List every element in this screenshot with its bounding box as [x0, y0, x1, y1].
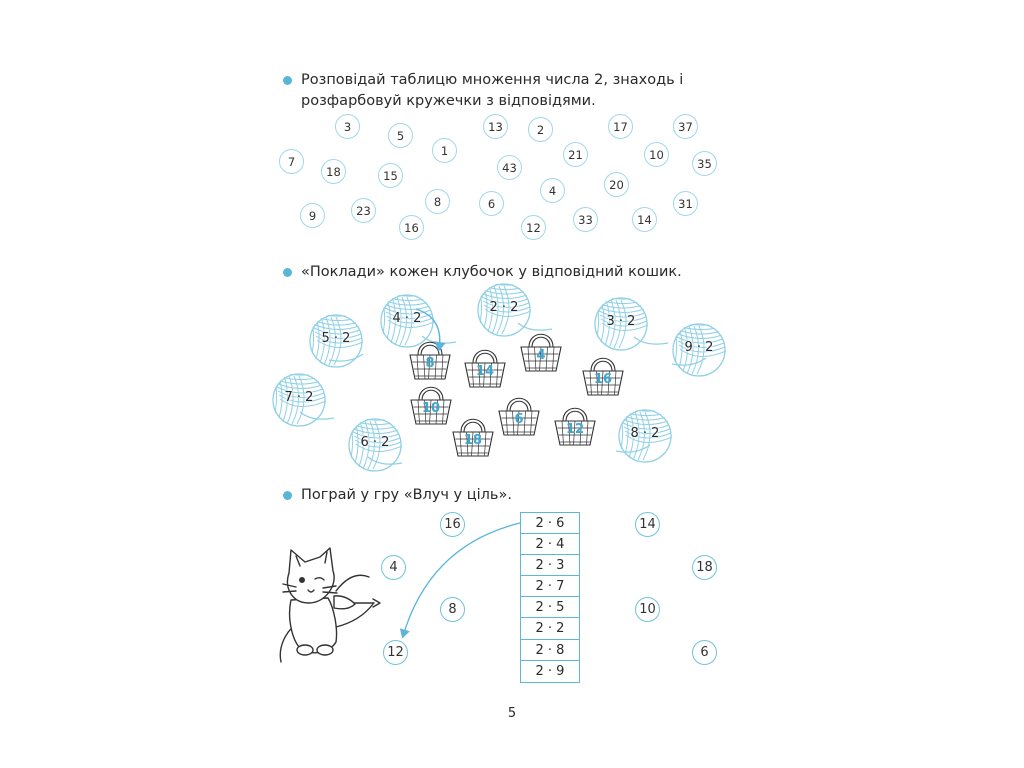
- yarn-ball-label: 7 · 2: [284, 390, 314, 405]
- cat-archer-icon: [280, 548, 380, 662]
- number-circle[interactable]: [497, 155, 522, 180]
- exercise-cell[interactable]: 2 · 4: [521, 534, 579, 555]
- number-circle-label: 15: [383, 168, 398, 183]
- task-2-text: «Поклади» кожен клубочок у відповідний кошик.: [301, 264, 682, 280]
- task-2: [283, 262, 731, 283]
- number-circle-label: 37: [678, 119, 693, 134]
- target-circle[interactable]: [383, 640, 408, 665]
- target-circle[interactable]: [692, 555, 717, 580]
- number-circle[interactable]: [673, 114, 698, 139]
- exercise-cell[interactable]: 2 · 9: [535, 663, 565, 679]
- number-circle-label: 8: [433, 194, 442, 209]
- exercise-cell[interactable]: 2 · 5: [521, 597, 579, 618]
- number-circle-label: 4: [548, 183, 557, 198]
- number-circle[interactable]: [521, 215, 546, 240]
- yarn-thread: [670, 356, 710, 370]
- number-circle-label: 20: [609, 177, 624, 192]
- number-circle[interactable]: [604, 172, 629, 197]
- basket[interactable]: [518, 328, 564, 374]
- yarn-ball-label: 5 · 2: [321, 331, 351, 346]
- basket-number: 4: [536, 348, 546, 363]
- number-circle-label: 35: [697, 156, 712, 171]
- basket[interactable]: [408, 381, 454, 427]
- number-circle-label: 16: [404, 220, 419, 235]
- number-circle-label: 31: [678, 196, 693, 211]
- basket[interactable]: [450, 413, 496, 459]
- number-circle-label: 7: [287, 154, 296, 169]
- target-circle[interactable]: [635, 597, 660, 622]
- number-circle[interactable]: [528, 117, 553, 142]
- number-circle-label: 21: [568, 147, 583, 162]
- number-circle-label: 1: [440, 143, 449, 158]
- bullet-dot-icon: [283, 268, 292, 277]
- number-circle-label: 6: [487, 196, 496, 211]
- number-circle-label: 18: [326, 164, 341, 179]
- target-circle[interactable]: [440, 512, 465, 537]
- basket-number: 14: [475, 364, 495, 379]
- target-circle[interactable]: [635, 512, 660, 537]
- number-circle[interactable]: [335, 114, 360, 139]
- target-label: 8: [448, 602, 457, 617]
- number-circle-label: 5: [396, 128, 405, 143]
- target-label: 18: [696, 560, 713, 575]
- number-circle-label: 17: [613, 119, 628, 134]
- number-circle[interactable]: [483, 114, 508, 139]
- number-circle-label: 2: [536, 122, 545, 137]
- yarn-ball-label: 3 · 2: [606, 314, 636, 329]
- basket[interactable]: [407, 336, 453, 382]
- target-label: 14: [639, 517, 656, 532]
- basket-number: 18: [463, 433, 483, 448]
- number-circle[interactable]: [573, 207, 598, 232]
- exercise-cell[interactable]: 2 · 8: [521, 640, 579, 661]
- bullet-dot-icon: [283, 76, 292, 85]
- number-circle[interactable]: [692, 151, 717, 176]
- number-circle-label: 10: [649, 147, 664, 162]
- number-circle[interactable]: [388, 123, 413, 148]
- yarn-ball-label: 9 · 2: [684, 340, 714, 355]
- exercise-cell[interactable]: 2 · 6: [521, 513, 579, 534]
- basket[interactable]: [580, 352, 626, 398]
- yarn-thread: [298, 410, 338, 424]
- number-circle[interactable]: [321, 159, 346, 184]
- number-circle[interactable]: [351, 198, 376, 223]
- target-circle[interactable]: [692, 640, 717, 665]
- yarn-thread: [327, 352, 367, 366]
- number-circle[interactable]: [300, 203, 325, 228]
- target-label: 10: [639, 602, 656, 617]
- target-circle[interactable]: [440, 597, 465, 622]
- number-circle[interactable]: [644, 142, 669, 167]
- number-circle[interactable]: [563, 142, 588, 167]
- exercise-cell[interactable]: 2 · 3: [521, 555, 579, 576]
- target-label: 6: [700, 645, 709, 660]
- target-label: 4: [389, 560, 398, 575]
- number-circle-label: 3: [343, 119, 352, 134]
- exercise-cell[interactable]: 2 · 7: [521, 576, 579, 597]
- yarn-ball-label: 2 · 2: [489, 300, 519, 315]
- number-circle[interactable]: [425, 189, 450, 214]
- yarn-thread: [614, 443, 654, 457]
- basket-number: 16: [593, 372, 613, 387]
- exercise-table: [520, 512, 580, 683]
- task-3: [283, 485, 731, 506]
- task-3-text: Пограй у гру «Влуч у ціль».: [301, 487, 512, 503]
- number-circle[interactable]: [632, 207, 657, 232]
- basket[interactable]: [496, 392, 542, 438]
- basket-number: 10: [421, 401, 441, 416]
- target-label: 12: [387, 645, 404, 660]
- basket[interactable]: [552, 402, 598, 448]
- number-circle[interactable]: [608, 114, 633, 139]
- target-circle[interactable]: [381, 555, 406, 580]
- page-number: 5: [507, 706, 517, 721]
- number-circle[interactable]: [432, 138, 457, 163]
- number-circle[interactable]: [279, 149, 304, 174]
- task-1: [283, 70, 731, 112]
- number-circle-label: 33: [578, 212, 593, 227]
- number-circle-label: 43: [502, 160, 517, 175]
- yarn-thread: [366, 455, 406, 469]
- basket-number: 8: [425, 356, 435, 371]
- target-label: 16: [444, 517, 461, 532]
- number-circle-label: 23: [356, 203, 371, 218]
- yarn-ball-label: 4 · 2: [392, 311, 422, 326]
- yarn-thread: [632, 335, 672, 349]
- number-circle-label: 13: [488, 119, 503, 134]
- number-circle[interactable]: [540, 178, 565, 203]
- number-circle[interactable]: [479, 191, 504, 216]
- number-circle[interactable]: [399, 215, 424, 240]
- basket[interactable]: [462, 344, 508, 390]
- task-1-text: Розповідай таблицю множення числа 2, знаходь і розфарбовуй кружечки з відповідями.: [301, 72, 684, 109]
- number-circle-label: 12: [526, 220, 541, 235]
- yarn-ball-label: 6 · 2: [360, 435, 390, 450]
- bullet-dot-icon: [283, 491, 292, 500]
- basket-number: 6: [514, 412, 524, 427]
- number-circle-label: 9: [308, 208, 317, 223]
- number-circle[interactable]: [673, 191, 698, 216]
- number-circle[interactable]: [378, 163, 403, 188]
- yarn-ball-label: 8 · 2: [630, 426, 660, 441]
- number-circle-label: 14: [637, 212, 652, 227]
- exercise-cell[interactable]: 2 · 2: [521, 618, 579, 639]
- curved-arrow-icon: [403, 523, 520, 636]
- basket-number: 12: [565, 422, 585, 437]
